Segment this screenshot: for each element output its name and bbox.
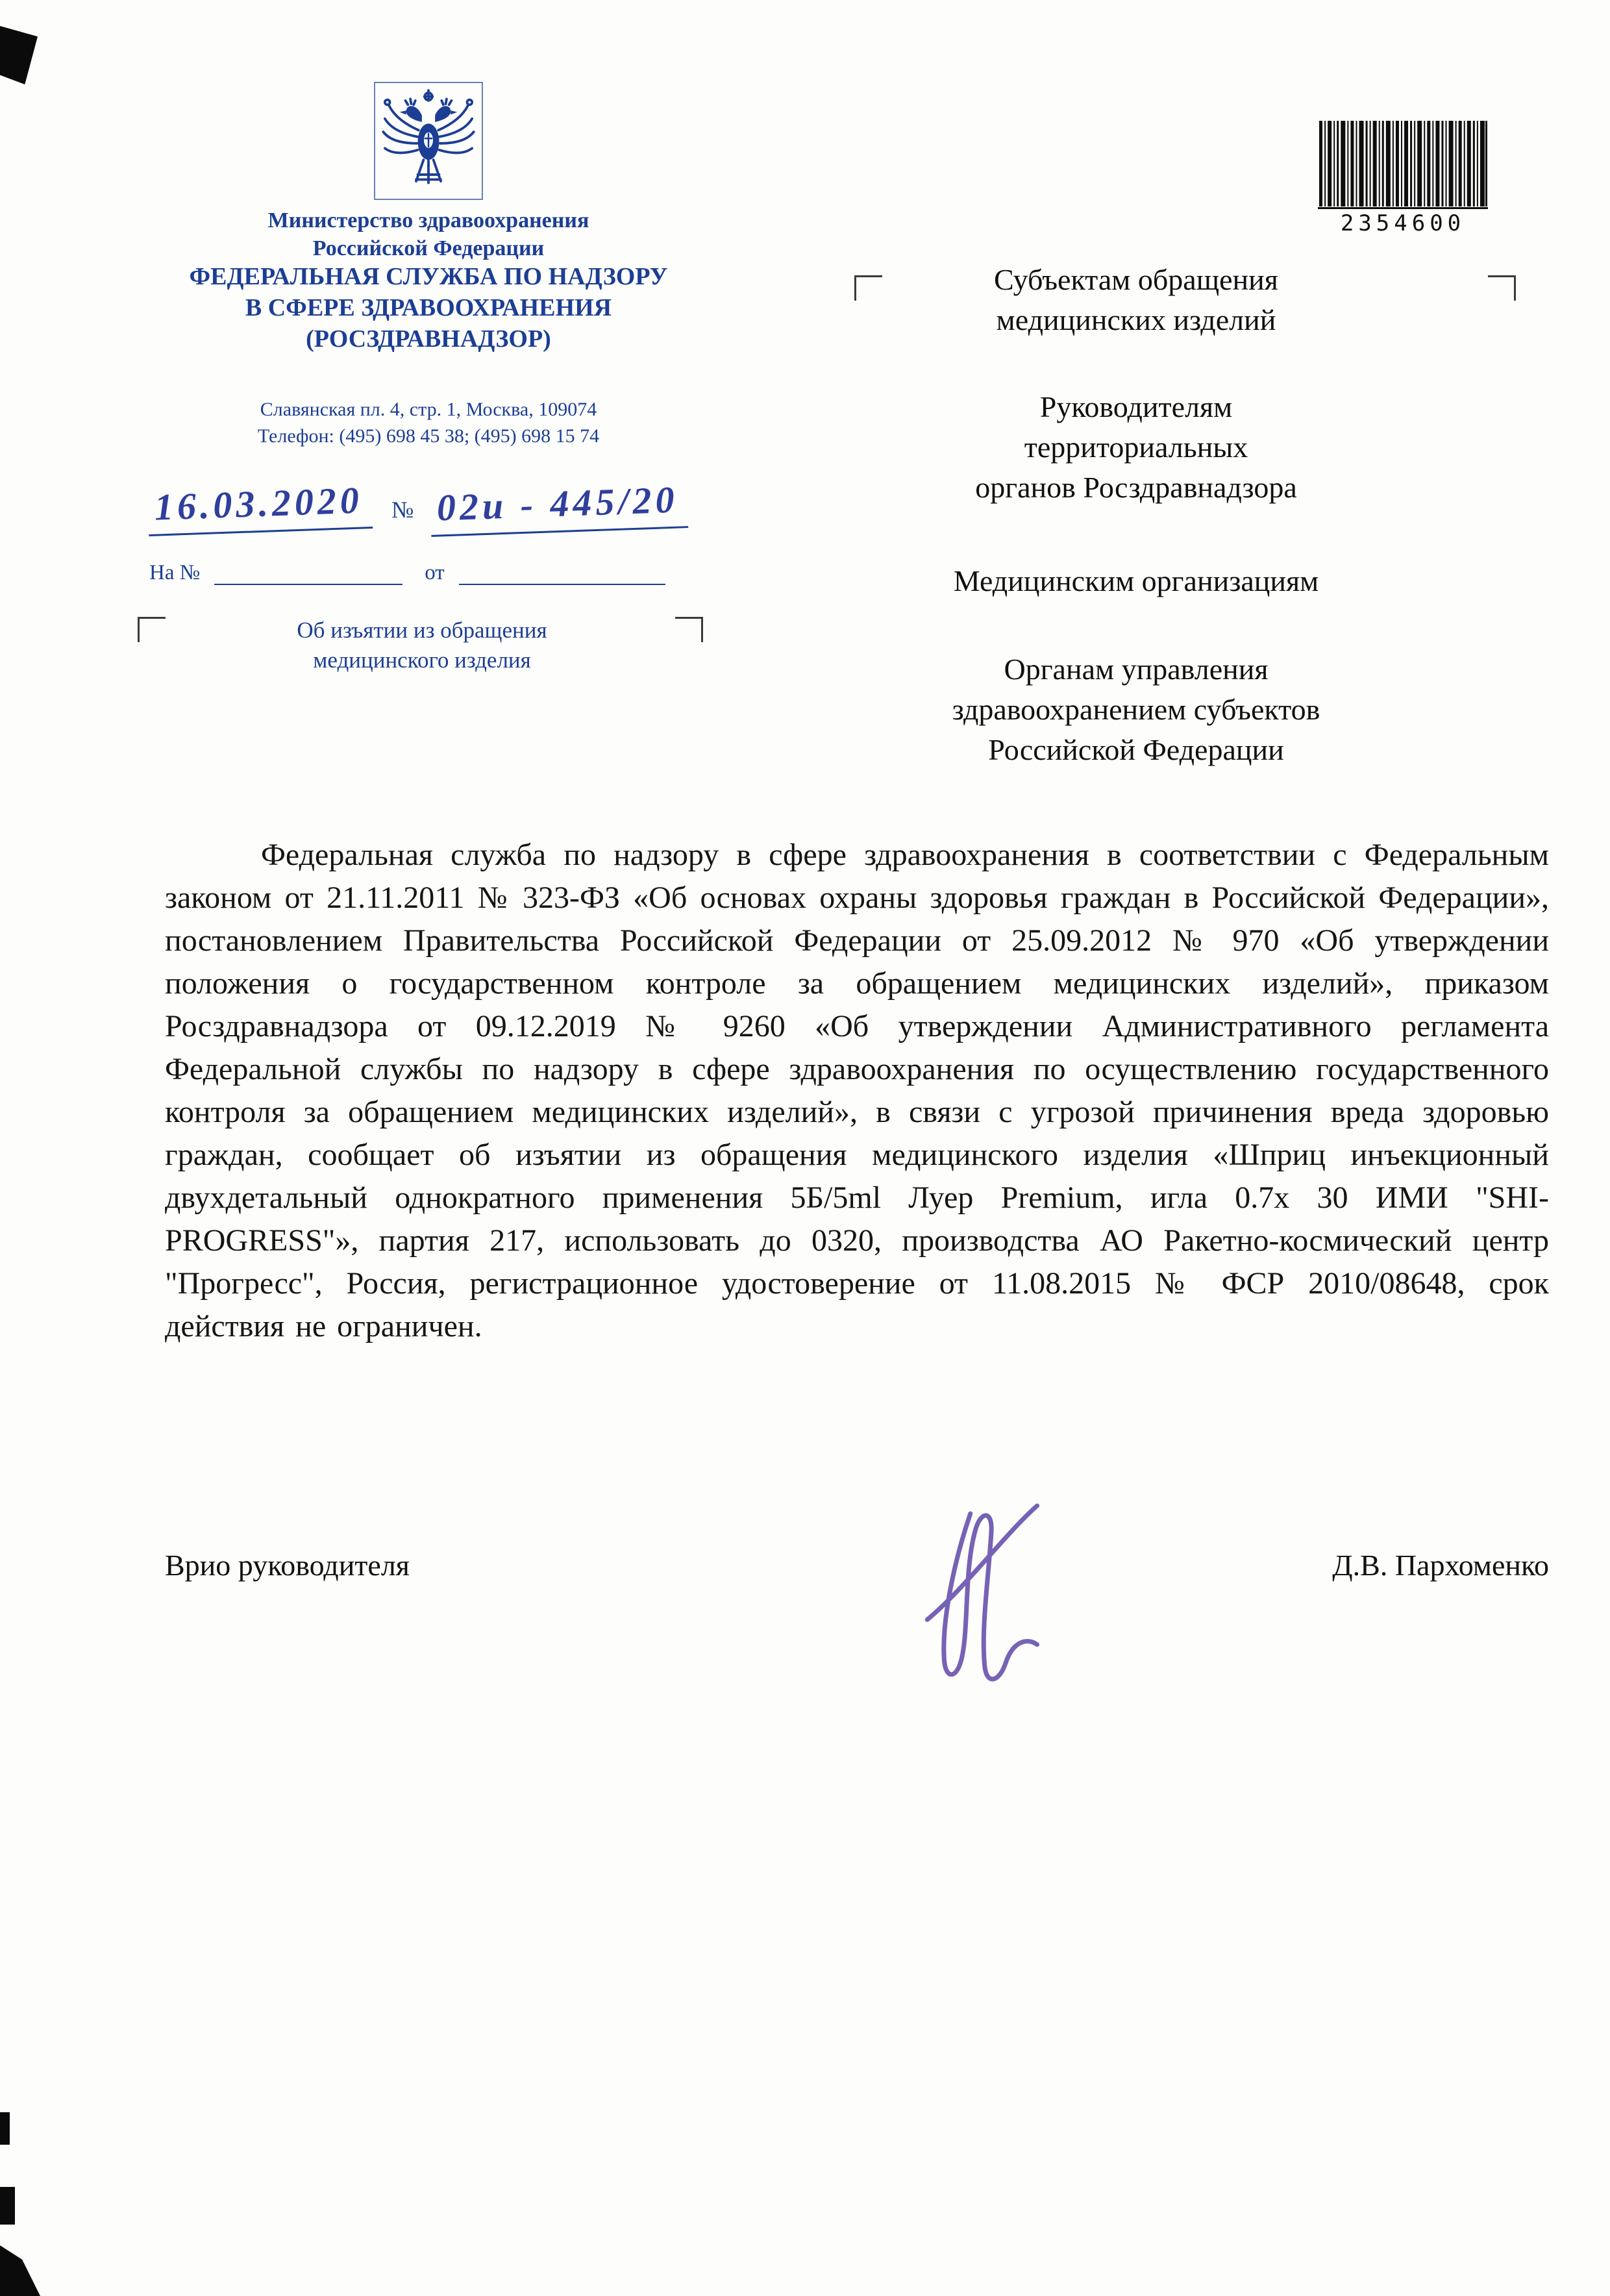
barcode bbox=[1318, 121, 1488, 236]
recipients-list bbox=[844, 260, 1428, 770]
subject bbox=[139, 616, 705, 675]
recipient-line: Руководителям bbox=[1039, 390, 1233, 423]
signer-name: Д.В. Пархоменко bbox=[1332, 1549, 1549, 1582]
date-number-row bbox=[148, 478, 687, 532]
service-line1: ФЕДЕРАЛЬНАЯ СЛУЖБА ПО НАДЗОРУ bbox=[189, 263, 668, 290]
ref-number-blank bbox=[214, 564, 402, 585]
recipient-block bbox=[844, 387, 1428, 508]
recipient-block bbox=[844, 649, 1428, 770]
recipient-line: Медицинским организациям bbox=[953, 564, 1319, 597]
ref-date-blank bbox=[459, 564, 665, 585]
recipient-line: органов Росздравнадзора bbox=[975, 471, 1297, 504]
recipients-corner-mark-right bbox=[1488, 275, 1516, 301]
subject-line2: медицинского изделия bbox=[313, 647, 531, 673]
scan-artifact bbox=[0, 26, 38, 84]
scan-artifact bbox=[0, 2112, 10, 2145]
signature-row bbox=[165, 1548, 1549, 1582]
coat-of-arms-icon bbox=[374, 82, 483, 200]
barcode-bars bbox=[1318, 121, 1488, 206]
recipient-line: здравоохранением субъектов bbox=[952, 693, 1320, 726]
recipient-line: медицинских изделий bbox=[996, 303, 1276, 336]
recipient-block bbox=[844, 561, 1428, 601]
barcode-baseline bbox=[1318, 207, 1488, 209]
org-phone-line: Телефон: (495) 698 45 38; (495) 698 15 74 bbox=[257, 425, 600, 447]
recipient-line: Субъектам обращения bbox=[994, 263, 1278, 296]
ministry-line2: Российской Федерации bbox=[312, 236, 545, 260]
service-line3: (РОСЗДРАВНАДЗОР) bbox=[306, 325, 551, 353]
handwritten-number: 02и - 445/20 bbox=[430, 477, 688, 537]
barcode-number: 2354600 bbox=[1340, 210, 1466, 236]
recipient-line: Органам управления bbox=[1004, 653, 1269, 686]
handwritten-date: 16.03.2020 bbox=[147, 478, 373, 536]
org-contacts bbox=[136, 396, 721, 449]
org-address-line: Славянская пл. 4, стр. 1, Москва, 109074 bbox=[260, 399, 597, 420]
scan-artifact bbox=[0, 2245, 40, 2296]
recipient-line: Российской Федерации bbox=[988, 733, 1284, 766]
signer-position: Врио руководителя bbox=[165, 1549, 410, 1582]
service-name bbox=[136, 261, 721, 355]
handwritten-signature bbox=[908, 1491, 1078, 1688]
subject-line1: Об изъятии из обращения bbox=[297, 618, 547, 643]
number-sign: № bbox=[391, 497, 414, 523]
ref-na-label: На № bbox=[149, 561, 201, 584]
recipient-line: территориальных bbox=[1024, 430, 1248, 464]
service-line2: В СФЕРЕ ЗДРАВООХРАНЕНИЯ bbox=[245, 294, 612, 321]
ministry-line1: Министерство здравоохранения bbox=[267, 208, 589, 232]
letter-body: Федеральная служба по надзору в сфере здравоохранения в соответствии с Федеральным законом от 21.11.2011 № 323-ФЗ «Об основах охраны здоровья граждан в Российской Федерации», постановлением Правительства Российской Федерации от 25.09.2012 № 970 «Об утверждении положения о государственном контроле за обращением медицинских изделий», приказом Росздравнадзора от 09.12.2019 № 9260 «Об утверждении Административного регламента Федеральной службы по надзору в сфере здравоохранения по осуществлению государственного контроля за обращением медицинских изделий», в связи с угрозой причинения вреда здоровью граждан, сообщает об изъятии из обращения медицинского изделия «Шприц инъекционный двухдетальный однократного применения 5Б/5ml Луер Premium, игла 0.7х 30 ИМИ "SHI-PROGRESS"», партия 217, использовать до 0320, производства АО Ракетно-космический центр "Прогресс", Россия, регистрационное удостоверение от 11.08.2015 № ФСР 2010/08648, срок действия не ограничен. bbox=[165, 838, 1549, 1343]
ministry-name bbox=[136, 206, 721, 262]
recipient-block bbox=[844, 260, 1428, 340]
reference-line bbox=[149, 561, 665, 585]
ref-ot-label: от bbox=[425, 561, 445, 584]
scan-artifact bbox=[0, 2187, 15, 2225]
